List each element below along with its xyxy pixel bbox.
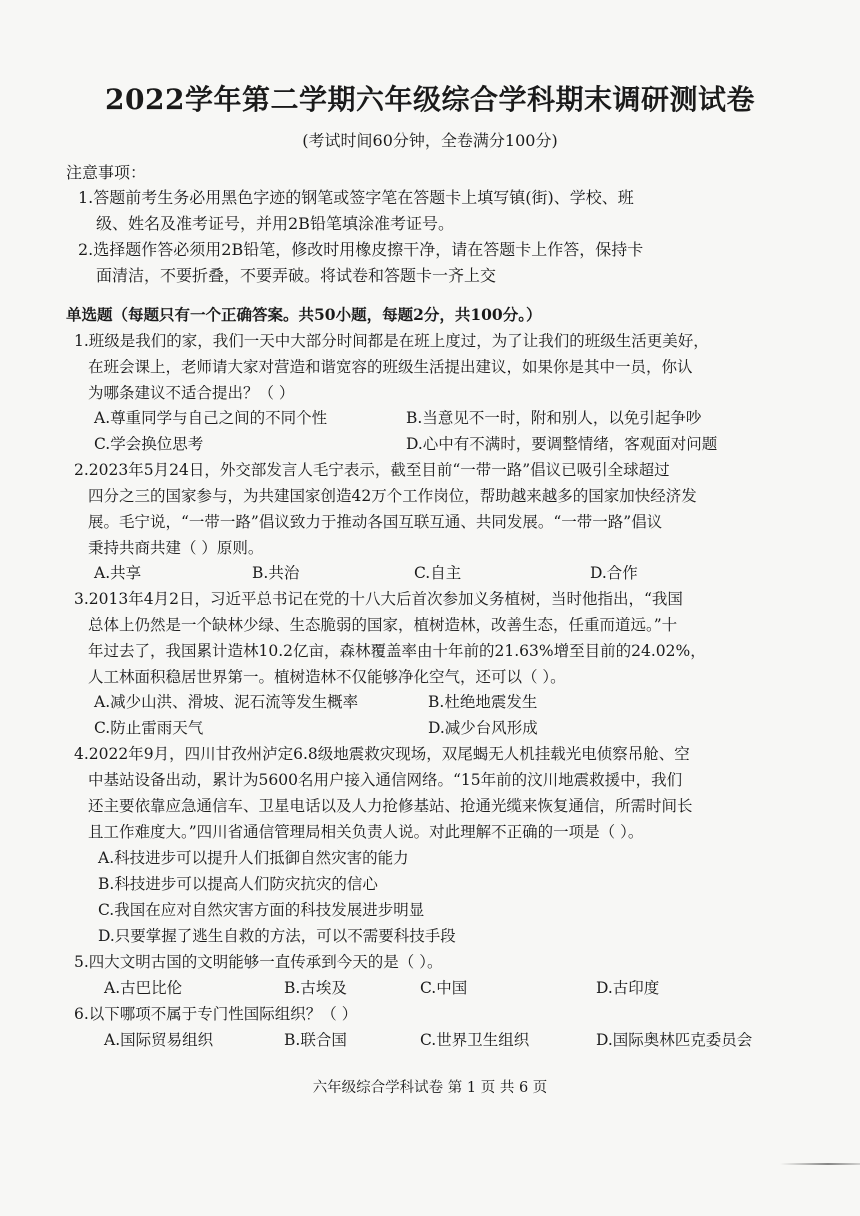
question-5-option-d[interactable]: D.古印度 — [596, 979, 660, 997]
question-5-option-b[interactable]: B.古埃及 — [284, 979, 347, 997]
question-4-option-d[interactable]: D.只要掌握了逃生自救的方法，可以不需要科技手段 — [98, 927, 456, 945]
question-4-option-b[interactable]: B.科技进步可以提高人们防灾抗灾的信心 — [98, 875, 378, 893]
note-item-1-cont: 级、姓名及准考证号，并用2B铅笔填涂准考证号。 — [96, 214, 454, 233]
question-2-option-b[interactable]: B.共治 — [252, 564, 300, 582]
question-6-option-c[interactable]: C.世界卫生组织 — [420, 1031, 530, 1049]
page-subtitle: (考试时间60分钟，全卷满分100分) — [302, 131, 558, 150]
section-heading: 单选题（每题只有一个正确答案。共50小题，每题2分，共100分。） — [66, 305, 542, 324]
question-3-option-d[interactable]: D.减少台风形成 — [428, 719, 538, 737]
question-1-line: 为哪条建议不适合提出？（ ） — [88, 384, 295, 402]
question-1: 1.班级是我们的家，我们一天中大部分时间都是在班上度过，为了让我们的班级生活更美好， — [74, 332, 709, 350]
question-4-line: 中基站设备出动，累计为5600名用户接入通信网络。“15年前的汶川地震救援中，我们 — [88, 771, 683, 789]
page-title: 2022学年第二学期六年级综合学科期末调研测试卷 — [105, 83, 755, 116]
question-2-option-c[interactable]: C.自主 — [414, 564, 462, 582]
question-3-line: 年过去了，我国累计造林10.2亿亩，森林覆盖率由十年前的21.63%增至目前的24.02%， — [88, 642, 706, 660]
question-4-line: 且工作难度大。”四川省通信管理局相关负责人说。对此理解不正确的一项是（ ）。 — [88, 823, 644, 841]
question-2-line: 展。毛宁说，“一带一路”倡议致力于推动各国互联互通、共同发展。“一带一路”倡议 — [88, 513, 663, 531]
scan-artifact — [780, 1163, 860, 1165]
question-6-option-b[interactable]: B.联合国 — [284, 1031, 347, 1049]
question-5: 5.四大文明古国的文明能够一直传承到今天的是（ ）。 — [74, 953, 443, 971]
question-4-option-c[interactable]: C.我国在应对自然灾害方面的科技发展进步明显 — [98, 901, 425, 919]
page-footer: 六年级综合学科试卷 第 1 页 共 6 页 — [312, 1080, 548, 1096]
question-2: 2.2023年5月24日，外交部发言人毛宁表示，截至目前“一带一路”倡议已吸引全球超过 — [74, 461, 670, 479]
question-3-option-b[interactable]: B.杜绝地震发生 — [428, 693, 538, 711]
question-2-line: 秉持共商共建（ ）原则。 — [88, 539, 264, 557]
question-3-option-c[interactable]: C.防止雷雨天气 — [94, 719, 204, 737]
question-2-option-d[interactable]: D.合作 — [590, 564, 638, 582]
question-1-option-b[interactable]: B.当意见不一时，附和别人，以免引起争吵 — [406, 409, 702, 427]
question-6-option-a[interactable]: A.国际贸易组织 — [104, 1031, 214, 1049]
question-6: 6.以下哪项不属于专门性国际组织？（ ） — [74, 1005, 358, 1023]
question-4: 4.2022年9月，四川甘孜州泸定6.8级地震救灾现场，双尾蝎无人机挂载光电侦察吊舱、空 — [74, 745, 690, 763]
question-1-option-c[interactable]: C.学会换位思考 — [94, 435, 204, 453]
question-5-option-a[interactable]: A.古巴比伦 — [104, 979, 183, 997]
question-2-option-a[interactable]: A.共享 — [94, 564, 142, 582]
note-item-1: 1.答题前考生务必用黑色字迹的钢笔或签字笔在答题卡上填写镇(街)、学校、班 — [78, 188, 634, 207]
question-4-line: 还主要依靠应急通信车、卫星电话以及人力抢修基站、抢通光缆来恢复通信，所需时间长 — [88, 797, 693, 815]
notes-heading: 注意事项： — [66, 163, 147, 182]
question-6-option-d[interactable]: D.国际奥林匹克委员会 — [596, 1031, 753, 1049]
question-3-option-a[interactable]: A.减少山洪、滑坡、泥石流等发生概率 — [94, 693, 359, 711]
question-1-line: 在班会课上，老师请大家对营造和谐宽容的班级生活提出建议，如果你是其中一员，你认 — [88, 358, 693, 376]
question-3-line: 总体上仍然是一个缺林少绿、生态脆弱的国家，植树造林，改善生态，任重而道远。”十 — [88, 616, 678, 634]
note-item-2: 2.选择题作答必须用2B铅笔，修改时用橡皮擦干净，请在答题卡上作答，保持卡 — [78, 240, 644, 259]
question-3-line: 人工林面积稳居世界第一。植树造林不仅能够净化空气，还可以（ ）。 — [88, 668, 566, 686]
question-1-option-a[interactable]: A.尊重同学与自己之间的不同个性 — [94, 409, 328, 427]
question-2-line: 四分之三的国家参与，为共建国家创造42万个工作岗位，帮助越来越多的国家加快经济发 — [88, 487, 697, 505]
question-1-option-d[interactable]: D.心中有不满时，要调整情绪，客观面对问题 — [406, 435, 718, 453]
note-item-2-cont: 面清洁，不要折叠，不要弄破。将试卷和答题卡一齐上交 — [96, 266, 497, 285]
question-5-option-c[interactable]: C.中国 — [420, 979, 468, 997]
question-4-option-a[interactable]: A.科技进步可以提升人们抵御自然灾害的能力 — [98, 849, 409, 867]
question-3: 3.2013年4月2日，习近平总书记在党的十八大后首次参加义务植树，当时他指出，“我国 — [74, 590, 683, 608]
